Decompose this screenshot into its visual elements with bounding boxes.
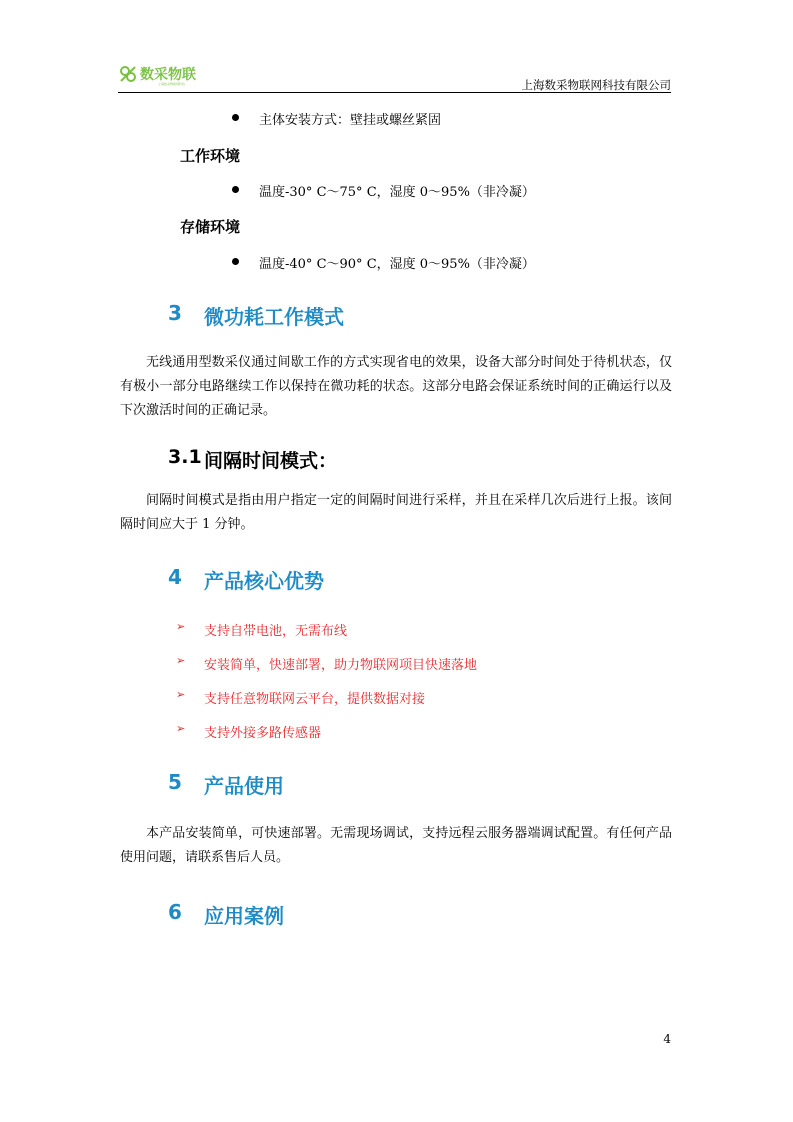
work-env-heading: 工作环境 [180, 147, 241, 165]
section-number: 3.1 [168, 446, 202, 468]
bullet-text: 温度-40° C～90° C，湿度 0～95%（非冷凝） [259, 257, 535, 272]
advantage-text: 支持自带电池，无需布线 [204, 624, 348, 639]
section-number: 4 [168, 565, 182, 589]
page-header [118, 58, 671, 93]
advantage-text: 支持任意物联网云平台，提供数据对接 [204, 692, 426, 707]
arrow-bullet-icon: ➢ [176, 688, 186, 701]
logo-text: 数采物联 [140, 67, 196, 83]
bullet-text: 温度-30° C～75° C，湿度 0～95%（非冷凝） [259, 185, 535, 200]
arrow-bullet-icon: ➢ [176, 654, 186, 667]
arrow-bullet-icon: ➢ [176, 620, 186, 633]
section-number: 5 [168, 770, 182, 794]
section-3-1-paragraph: 间隔时间模式是指由用户指定一定的间隔时间进行采样，并且在采样几次后进行上报。该间隔时间应大于 1 分钟。 [120, 493, 672, 532]
storage-env-heading: 存储环境 [180, 218, 241, 236]
section-title: 产品使用 [204, 774, 284, 798]
section-5-paragraph: 本产品安装简单，可快速部署。无需现场调试，支持远程云服务器端调试配置。有任何产品使用问题，请联系售后人员。 [120, 826, 672, 865]
bullet-dot-icon [232, 114, 239, 121]
advantage-text: 安装简单，快速部署，助力物联网项目快速落地 [204, 658, 478, 673]
company-name: 上海数采物联网科技有限公司 [521, 78, 671, 92]
logo-subtext: 上海数采物联网科技 [158, 82, 186, 86]
section-number: 6 [168, 900, 182, 924]
page-number: 4 [663, 1032, 671, 1046]
section-title: 产品核心优势 [204, 569, 324, 593]
section-3-paragraph: 无线通用型数采仪通过间歇工作的方式实现省电的效果，设备大部分时间处于待机状态，仅有极小一部分电路继续工作以保持在微功耗的状态。这部分电路会保证系统时间的正确运行以及下次激活时间的正确记录。 [120, 355, 672, 418]
company-logo [118, 58, 228, 92]
bullet-dot-icon [232, 186, 239, 193]
section-title: 微功耗工作模式 [204, 305, 344, 329]
section-title: 应用案例 [204, 904, 284, 928]
logo-mark-icon [118, 64, 138, 84]
bullet-dot-icon [232, 258, 239, 265]
advantage-text: 支持外接多路传感器 [204, 726, 322, 741]
arrow-bullet-icon: ➢ [176, 722, 186, 735]
section-number: 3 [168, 301, 182, 325]
section-title: 间隔时间模式： [204, 450, 338, 472]
bullet-text: 主体安装方式：壁挂或螺丝紧固 [259, 113, 442, 128]
